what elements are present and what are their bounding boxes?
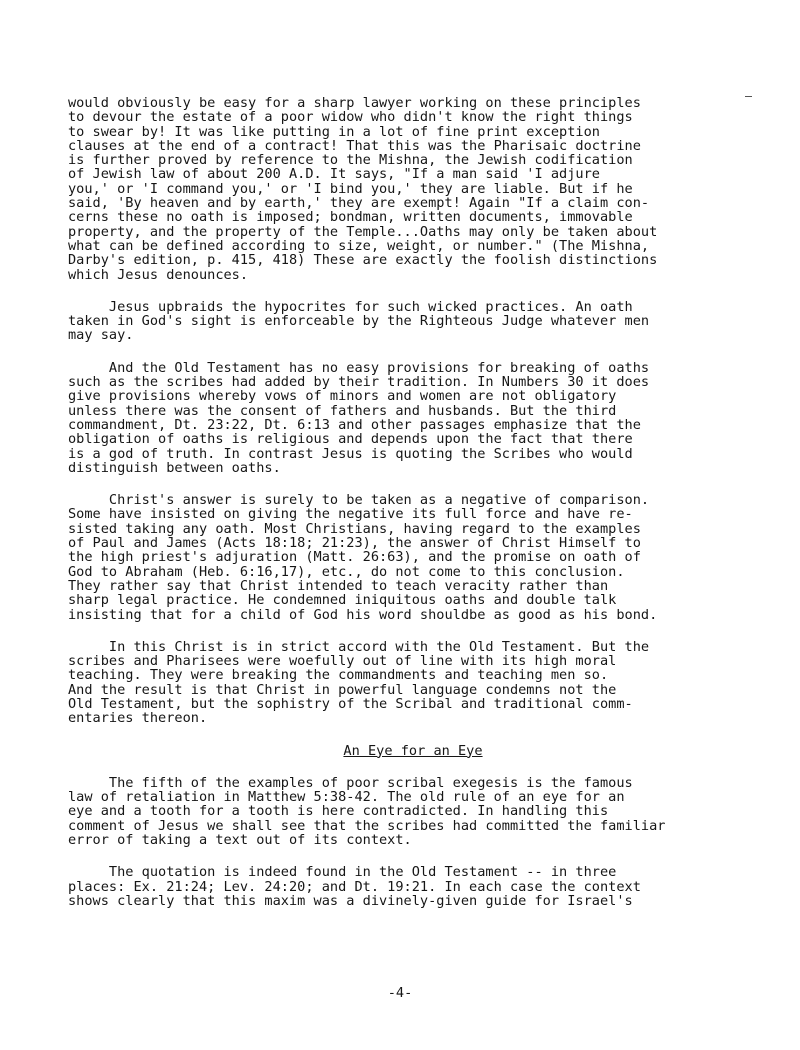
text-line: Jesus upbraids the hypocrites for such wicked practices. An oath [68,298,633,315]
paragraph [68,361,758,475]
text-line: God to Abraham (Heb. 6:16,17), etc., do not come to this conclusion. [68,563,625,580]
text-line: is further proved by reference to the Mishna, the Jewish codification [68,152,633,169]
text-line: the high priest's adjuration (Matt. 26:63), and the promise on oath of [68,549,641,566]
text-line: to swear by! It was like putting in a lot of fine print exception [68,123,600,140]
text-line: of Jewish law of about 200 A.D. It says, "If a man said 'I adjure [68,166,600,183]
paragraph [68,640,758,726]
text-line: The quotation is indeed found in the Old Testament -- in three [68,864,617,881]
text-line: commandment, Dt. 23:22, Dt. 6:13 and other passages emphasize that the [68,416,641,433]
text-line: cerns these no oath is imposed; bondman, written documents, immovable [68,209,633,226]
text-line: law of retaliation in Matthew 5:38-42. The old rule of an eye for an [68,789,625,806]
text-line: obligation of oaths is religious and depends upon the fact that there [68,431,633,448]
paragraph [68,300,758,343]
text-line: comment of Jesus we shall see that the scribes had committed the familiar [68,817,666,834]
text-line: Darby's edition, p. 415, 418) These are exactly the foolish distinctions [68,252,658,269]
text-line: Christ's answer is surely to be taken as a negative of comparison. [68,492,650,509]
body-text-before-heading [68,96,758,726]
text-line: is a god of truth. In contrast Jesus is quoting the Scribes who would [68,445,633,462]
page-number: -4- [387,985,413,1001]
body-text-after-heading [68,776,758,908]
text-line: shows clearly that this maxim was a divinely-given guide for Israel's [68,892,633,909]
text-line: sharp legal practice. He condemned iniquitous oaths and double talk [68,592,617,609]
text-line: clauses at the end of a contract! That this was the Pharisaic doctrine [68,137,641,154]
text-line: entaries thereon. [68,710,208,727]
document-page [68,96,758,926]
text-line: give provisions whereby vows of minors and women are not obligatory [68,388,617,405]
text-line: said, 'By heaven and by earth,' they are exempt! Again "If a claim con- [68,195,650,212]
text-line: In this Christ is in strict accord with the Old Testament. But the [68,638,650,655]
paragraph [68,493,758,622]
text-line: would obviously be easy for a sharp lawyer working on these principles [68,95,641,111]
paragraph [68,776,758,847]
text-line: such as the scribes had added by their tradition. In Numbers 30 it does [68,374,650,391]
text-line: of Paul and James (Acts 18:18; 21:23), the answer of Christ Himself to [68,535,641,552]
text-line: you,' or 'I command you,' or 'I bind you,' they are liable. But if he [68,180,633,197]
paragraph [68,865,758,908]
text-line: Some have insisted on giving the negative its full force and have re- [68,506,633,523]
text-line: And the result is that Christ in powerful language condemns not the [68,681,617,698]
text-line: eye and a tooth for a tooth is here contradicted. In handling this [68,803,609,820]
text-line: sisted taking any oath. Most Christians, having regard to the examples [68,520,641,537]
text-line: taken in God's sight is enforceable by the Righteous Judge whatever men [68,313,650,330]
text-line: error of taking a text out of its context. [68,832,412,849]
text-line: unless there was the consent of fathers and husbands. But the third [68,402,617,419]
text-line: teaching. They were breaking the commandments and teaching men so. [68,667,609,684]
text-line: may say. [68,327,134,344]
text-line: what can be defined according to size, weight, or number." (The Mishna, [68,237,650,254]
section-heading: An Eye for an Eye [343,742,483,759]
text-line: Old Testament, but the sophistry of the Scribal and traditional comm- [68,695,633,712]
text-line: places: Ex. 21:24; Lev. 24:20; and Dt. 19:21. In each case the context [68,878,641,895]
text-line: which Jesus denounces. [68,266,249,283]
text-line: They rather say that Christ intended to teach veracity rather than [68,577,609,594]
paragraph [68,96,758,282]
text-line: property, and the property of the Temple...Oaths may only be taken about [68,223,658,240]
text-line: And the Old Testament has no easy provisions for breaking of oaths [68,359,650,376]
text-line: scribes and Pharisees were woefully out of line with its high moral [68,653,617,670]
text-line: insisting that for a child of God his word shouldbe as good as his bond. [68,606,658,623]
text-line: distinguish between oaths. [68,459,281,476]
text-line: The fifth of the examples of poor scribal exegesis is the famous [68,774,633,791]
text-line: to devour the estate of a poor widow who didn't know the right things [68,109,633,126]
